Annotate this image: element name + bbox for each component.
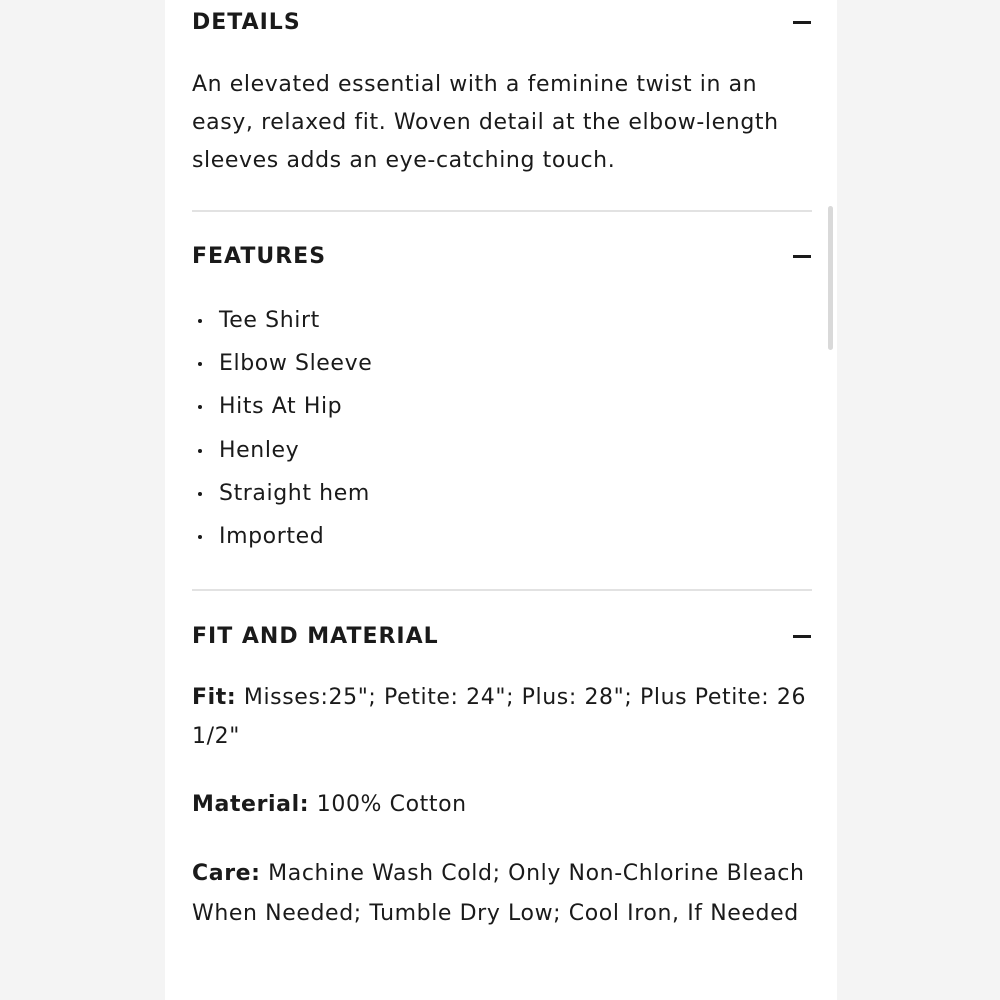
fit-label: Fit: <box>192 685 237 710</box>
list-item: Imported <box>192 515 812 558</box>
details-title: DETAILS <box>192 10 301 35</box>
features-header[interactable] <box>192 246 812 290</box>
bullet-icon <box>198 405 202 409</box>
care-label: Care: <box>192 861 261 886</box>
bullet-icon <box>198 362 202 366</box>
list-item: Henley <box>192 429 812 472</box>
list-item: Hits At Hip <box>192 385 812 428</box>
material-value: 100% Cotton <box>309 792 467 817</box>
features-list <box>192 299 812 558</box>
care-info <box>192 854 812 933</box>
scrollbar[interactable] <box>828 206 833 350</box>
bullet-icon <box>198 449 202 453</box>
list-item: Straight hem <box>192 472 812 515</box>
minus-icon[interactable] <box>792 246 812 266</box>
fit-info <box>192 678 812 756</box>
divider <box>192 589 812 591</box>
material-info <box>192 786 812 824</box>
features-title: FEATURES <box>192 244 327 269</box>
list-item: Elbow Sleeve <box>192 342 812 385</box>
divider <box>192 210 812 212</box>
bullet-icon <box>198 535 202 539</box>
minus-icon[interactable] <box>792 12 812 32</box>
fit-material-header[interactable] <box>192 626 812 670</box>
product-info-panel <box>165 0 837 1000</box>
fit-value: Misses:25"; Petite: 24"; Plus: 28"; Plus Petite: 26 1/2" <box>192 685 807 749</box>
material-label: Material: <box>192 792 310 817</box>
details-description: An elevated essential with a feminine twist in an easy, relaxed fit. Woven detail at the elbow-length sleeves adds an eye-catching touch. <box>192 72 779 173</box>
care-value: Machine Wash Cold; Only Non-Chlorine Bleach When Needed; Tumble Dry Low; Cool Iron, If Needed <box>192 861 805 926</box>
fit-material-title: FIT AND MATERIAL <box>192 624 439 649</box>
list-item: Tee Shirt <box>192 299 812 342</box>
details-header[interactable] <box>192 12 812 56</box>
bullet-icon <box>198 319 202 323</box>
bullet-icon <box>198 492 202 496</box>
minus-icon[interactable] <box>792 626 812 646</box>
